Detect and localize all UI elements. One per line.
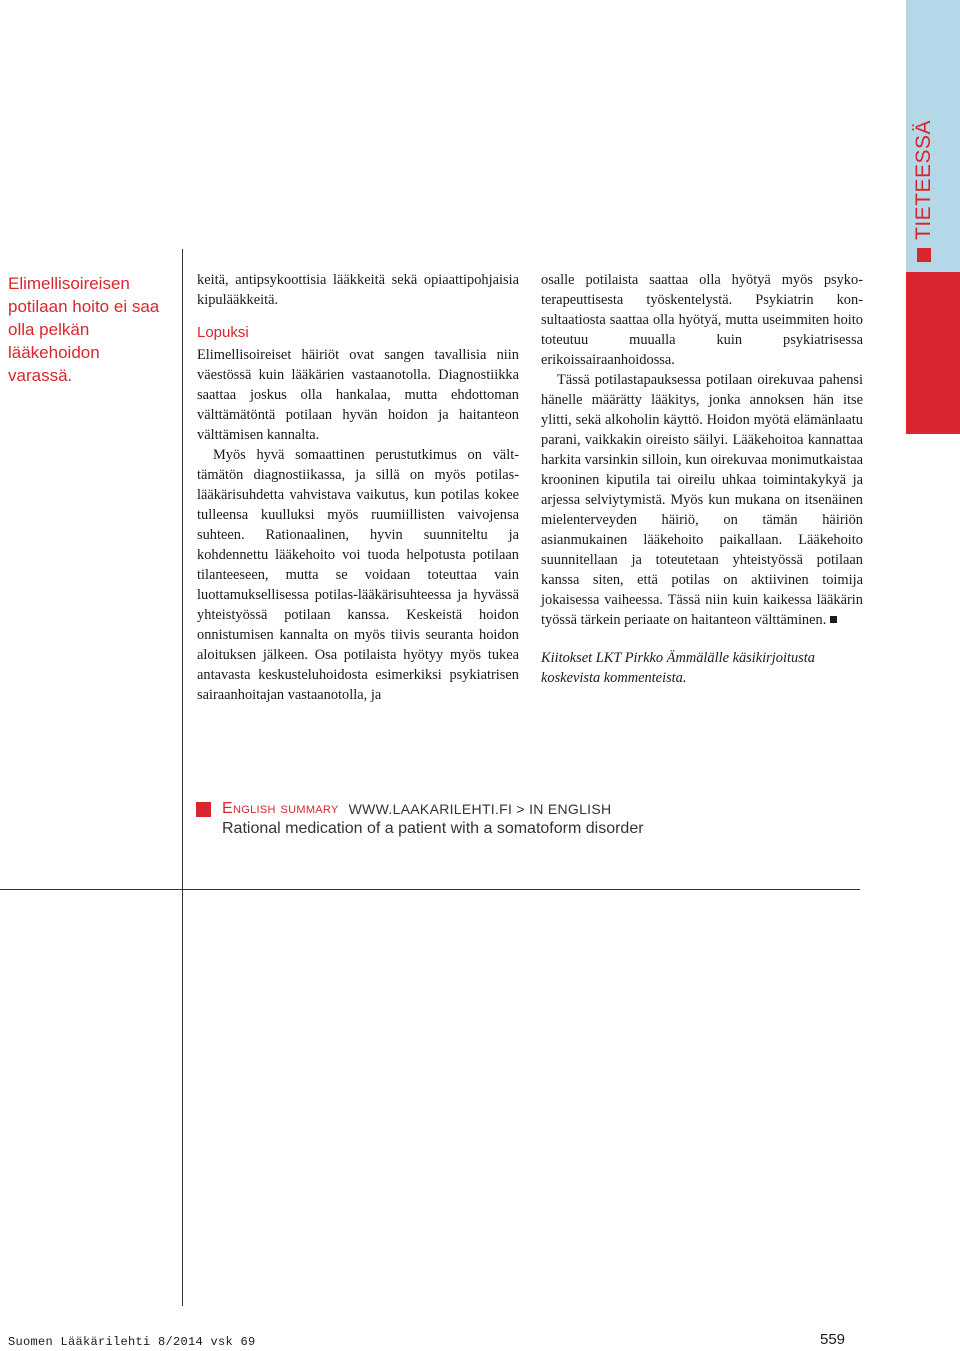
summary-title: Rational medication of a patient with a somatoform disorder bbox=[222, 820, 644, 837]
paragraph: Elimellisoireiset häiriöt ovat sangen tavallisia niin väestössä kuin lääkärien vastaanotolla. Diagnostiikka saattaa joskus olla hankalaa, mutta ehdottoman välttämätöntä potilaan hyvän hoidon ja haitanteon välttämisen kannalta. bbox=[197, 347, 519, 443]
section-square-icon bbox=[917, 248, 931, 262]
horizontal-rule bbox=[0, 889, 860, 890]
section-tab bbox=[906, 0, 960, 434]
summary-link[interactable]: WWW.LAAKARILEHTI.FI > IN ENGLISH bbox=[348, 801, 612, 817]
text-column-right bbox=[541, 270, 863, 688]
summary-square-icon bbox=[196, 802, 211, 817]
section-heading: Lopuksi bbox=[197, 324, 249, 341]
summary-header bbox=[196, 798, 876, 820]
summary-heading: English summary bbox=[222, 800, 339, 817]
paragraph-text: Tässä potilastapauksessa potilaan oirekuvaa pahensi hänelle määrätty lääkitys, jonka annoksen hän itse ylitti, sekä alkoholin käyttö. Hoidon myötä elämänlaatu parani, vaikkakin oireisto säilyi. Lääkehoitoa kannattaa harkita varsinkin silloin, kun oirekuvaa monimutkaistaa krooninen kiputila tai oireilu uhkaa toimintakykyä ja arjessa selviytymistä. Myös kun mukana on itsenäinen mielenterveyden häiriö, on tämän häiriön asianmukainen lääkehoito paikallaan. Lääkehoito suunnitellaan ja toteutetaan yhteistyössä potilaan kanssa siten, että potilas on aktiivinen toimija jokaisessa vaiheessa. Tässä niin kuin kaikessa lääkärin työssä tärkein periaate on haitanteon välttäminen. bbox=[541, 372, 863, 628]
acknowledgement: Kiitokset LKT Pirkko Ämmälälle käsikirjoitusta koskevista kommenteista. bbox=[541, 650, 815, 686]
page-number: 559 bbox=[820, 1331, 846, 1348]
column-divider bbox=[182, 249, 183, 1306]
paragraph: keitä, antipsykoottisia lääkkeitä sekä opiaattipohjaisia kipulääkkeitä. bbox=[197, 272, 519, 308]
paragraph: Myös hyvä somaattinen perustutkimus on välttämätön diagnostiikassa, ja sillä on myös potilas-lääkärisuhdetta vahvistava vaikutus, kun potilas kokee tulleensa kuulluksi myös ruumiillisten vaivojensa suhteen. Rationaalinen, hyvin suunniteltu ja kohdennettu lääkehoito voi tuoda helpotusta potilaan tilanteeseen, mutta se voidaan toteuttaa vain luottamuksellisessa potilas-lääkärisuhteessa ja hyvässä yhteistyössä potilaan kanssa. Keskeistä hoidon onnistumisen kannalta on myös tiivis seuranta hoidon aloituksen jälkeen. Osa potilaista hyötyy myös tukea antavasta keskusteluhoidosta esimerkiksi psykiatrisen sairaanhoitajan vastaanotolla, ja bbox=[197, 447, 519, 703]
pull-quote: Elimellisoireisen potilaan hoito ei saa olla pelkän lääkehoidon varassä. bbox=[8, 274, 160, 385]
section-tab-label bbox=[912, 120, 936, 262]
english-summary bbox=[196, 798, 876, 838]
text-column-left bbox=[197, 270, 519, 705]
section-tab-red-band bbox=[906, 272, 960, 434]
footer-journal: Suomen Lääkärilehti 8/2014 vsk 69 bbox=[8, 1335, 256, 1349]
end-mark-icon bbox=[830, 616, 837, 623]
section-tab-text: TIETEESSÄ bbox=[912, 119, 935, 240]
paragraph-with-end bbox=[541, 370, 863, 630]
paragraph: osalle potilaista saattaa olla hyötyä myös psykoterapeuttisesta työskentelystä. Psykiatrin konsultaatiosta saattaa olla hyötyä, mutta useimmiten hoito toteutuu muualla kuin psykiatrisessa erikoissairaanhoidossa. bbox=[541, 272, 863, 368]
